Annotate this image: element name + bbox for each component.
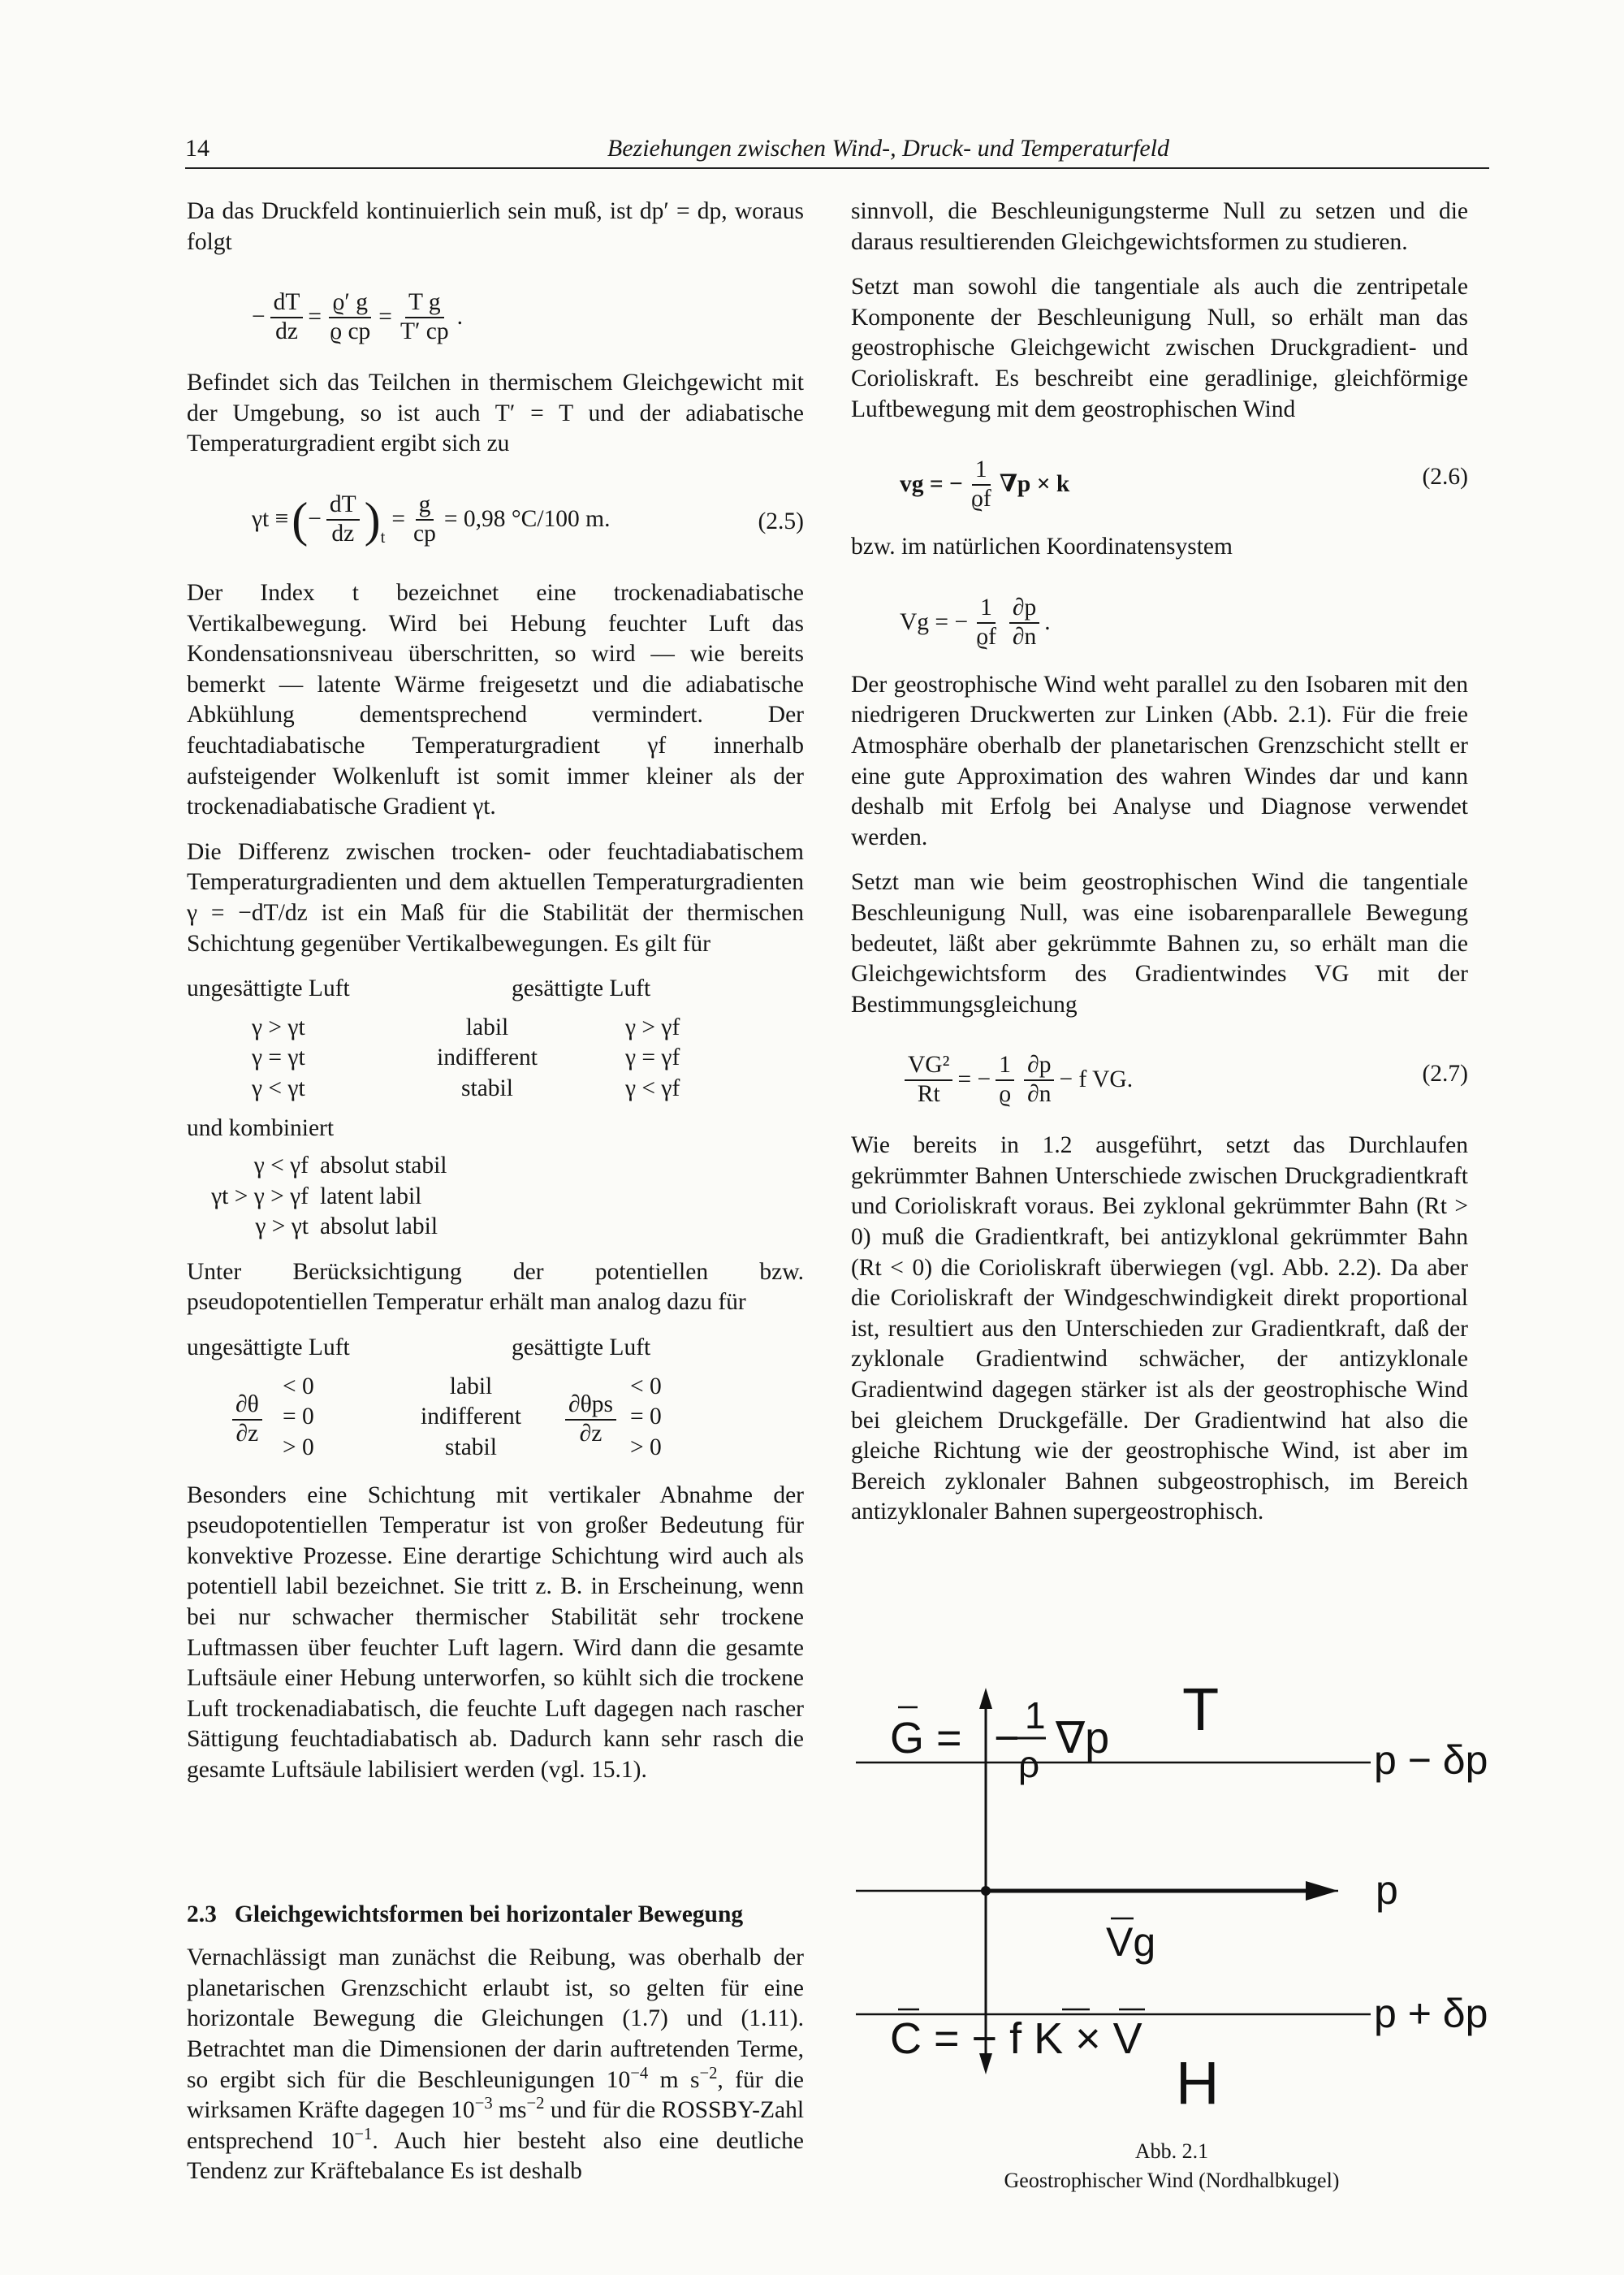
equation-dT-dz [187,272,804,353]
fraction: $\frac{dT}{dz}$ [326,491,360,548]
fraction: $\frac{1}{ϱ}$ [996,1052,1014,1109]
eq-term: = 0,98 °C/100 m. [443,506,611,533]
table-header: ungesättigte Luft gesättigte Luft [187,1334,651,1361]
fraction: $\frac{dT}{dz}$ [270,289,304,346]
pressure-gradient-arrowhead [979,1688,992,1709]
figure-caption-label: Abb. 2.1 [1134,2139,1209,2163]
paragraph: Der Index t bezeichnet eine trockenadiabatische Vertikalbewegung. Wird bei Hebung feuchter Luft das Kondensationsniveau überschritten, so wird — wie bereits bemerkt — latente Wärme freigesetzt und die adiabatische Abkühlung dementsprechend vermindert. Der feuchtadiabatische Temperaturgradient γf innerhalb aufsteigender Wolkenluft ist somit immer kleiner als der trockenadiabatische Gradient γt. [187,579,804,820]
list-item: γt > γ > γf latent labil [211,1183,422,1209]
table-cell: stabil [461,1075,513,1101]
pressure-gradient-force-formula [890,1694,1109,1785]
eq-term: γt ≡ [252,506,289,533]
isobar-label-bottom: p + δp [1374,1991,1488,2036]
table-cell: labil [465,1014,509,1040]
equation-2-5: γt ≡ ( − $\frac{dT}{dz}$ ) $_t$ = $\frac{g}{cp}$ = 0,98 °C/100 m. (2.5) [252,491,804,547]
paragraph: Die Differenz zwischen trocken- oder feuchtadiabatischem Temperaturgradienten und dem aktuellen Temperaturgradienten γ = −dT/dz ist ein Maß für die Stabilität der thermischen Schichtung gegenüber Vertikalbewegungen. Es gilt für [187,838,804,957]
svg-text:−: − [994,1714,1020,1762]
svg-text:∇p: ∇p [1056,1714,1110,1762]
paragraph: sinnvoll, die Beschleunigungsterme Null zu setzen und die daraus resultierenden Gleichgewichtsformen zu studieren. [851,198,1468,255]
list-item: γ < γf absolut stabil [253,1153,447,1179]
paragraph: Befindet sich das Teilchen in thermischem Gleichgewicht mit der Umgebung, so ist auch T′ = T und der adiabatische Temperaturgradient ergibt sich zu [187,370,804,457]
wind-arrowhead [1306,1881,1338,1901]
fraction: $\frac{\text{VG²}}{Rt}$ [905,1052,952,1109]
coriolis-force-formula [890,2009,1145,2063]
fraction: $\frac{\text{T g}}{T' cp}$ [400,289,449,345]
table-cell: γ = γf [625,1045,680,1071]
combined-stability-list [187,1151,804,1243]
fraction: $\frac{g}{cp}$ [413,491,436,547]
paragraph: Unter Berücksichtigung der potentiellen bzw. pseudopotentiellen Temperatur erhält man analog dazu für [187,1258,804,1316]
eq-term: ) [364,492,381,547]
fraction: $\frac{1}{ϱf}$ [976,594,996,650]
table-cell: γ > γt [252,1014,305,1040]
table-cell: γ > γf [625,1014,680,1040]
isobar-label-top: p − δp [1374,1737,1488,1783]
svg-text:Vg: Vg [1106,1919,1156,1965]
geostrophic-wind-label [1106,1918,1155,1965]
eq-term: = [391,506,406,533]
equation-2-7: $\frac{\text{VG²}}{Rt}$ = − $\frac{1}{ϱ}$ $\frac{\partial p}{\partial n}$ − f VG. (2.7) [851,1035,1468,1116]
eq-term: − [252,304,266,331]
table-header: ungesättigte Luft gesättigte Luft [187,975,651,1002]
eq-term: = [308,304,322,331]
paragraph: Wie bereits in 1.2 ausgeführt, setzt das Durchlaufen gekrümmter Bahnen Unterschiede zwischen Druckgradientkraft und Corioliskraft voraus. Bei zyklonal gekrümmter Bahn (Rt > 0) muß die Gradientkraft, bei antizyklonal gekrümmter Bahn (Rt < 0) die Corioliskraft überwiegen (vgl. Abb. 2.2). Da aber die Corioliskraft der Windgeschwindigkeit direkt proportional ist, resultiert aus den Unterschieden zur Gradientkraft, daß der zyklonale Gradientwind schwächer, der antizyklonale Gradientwind dagegen stärker ist als der geostrophische Wind bei gleichem Druckgefälle. Der Gradientwind hat also die gleiche Richtung wie der geostrophische Wind, ist aber im Bereich zyklonaler Bahnen subgeostrophisch, im Bereich antizyklonaler Bahnen supergeostrophisch. [851,1132,1468,1525]
potential-stability-table [187,1372,804,1469]
equation-number: (2.7) [1422,1061,1468,1088]
svg-text:ρ: ρ [1018,1743,1040,1785]
low-pressure-label: T [1182,1676,1220,1743]
list-item: γ > γt absolut labil [255,1213,438,1240]
fraction: ∂θps ∂z [565,1391,616,1448]
equation-number: (2.6) [1422,464,1468,491]
fraction: $\frac{\partial p}{\partial n}$ [1009,595,1039,651]
running-title: Beziehungen zwischen Wind-, Druck- und Temperaturfeld [607,135,1169,162]
table-col: labil indifferent stabil [421,1373,521,1460]
table-cell: γ < γf [625,1075,680,1101]
eq-term: ( [292,492,309,547]
right-column [851,197,1468,1542]
eq-term: = [378,304,392,331]
left-column [187,197,804,2202]
equation-number: (2.5) [758,508,804,534]
table-cell: indifferent [437,1045,538,1071]
figure-geostrophic-wind [851,1673,1492,2193]
paragraph: bzw. im natürlichen Koordinatensystem [851,534,1233,560]
svg-text:1: 1 [1025,1694,1046,1737]
stability-table [187,1013,804,1105]
section-heading: 2.3 Gleichgewichtsformen bei horizontaler Bewegung [187,1901,744,1927]
paragraph: Vernachlässigt man zunächst die Reibung, was oberhalb der planetarischen Grenzschicht erlaubt ist, so gelten für eine horizontale Bewegung die Gleichungen (1.7) und (1.11). Betrachtet man die Dimensionen der darin auftretenden Terme, so ergibt sich für die Beschleunigungen $10^{-4}$ m $s^{-2}$, für die wirksamen Kräfte dagegen $10^{-3}$ $ms^{-2}$ und für die ROSSBY-Zahl entsprechend $10^{-1}$. Auch hier besteht also eine deutliche Tendenz zur Kräftebalance Es ist deshalb [187,1944,805,2185]
svg-text:G =: G = [890,1714,962,1762]
paragraph: Setzt man wie beim geostrophischen Wind die tangentiale Beschleunigung Null, was eine isobarenparallele Bewegung bedeutet, läßt aber gekrümmte Bahnen zu, so erhält man die Gleichgewichtsform des Gradientwindes VG mit der Bestimmungsgleichung [851,869,1468,1018]
equation-2-6: vg = − $\frac{1}{ϱf}$ ∇p × k (2.6) [900,456,1468,513]
table-col: < 0 = 0 > 0 [630,1373,662,1460]
high-pressure-label: H [1176,2049,1220,2117]
figure-caption-text: Geostrophischer Wind (Nordhalbkugel) [1004,2169,1340,2192]
table-cell: γ < γt [252,1075,305,1101]
fraction: $\frac{ϱ' g}{\text{ϱ cp}}$ [330,289,371,345]
eq-term: − [308,506,322,533]
fraction: $\frac{\partial\theta}{\partial z}$ [232,1391,262,1448]
fraction: $\frac{1}{ϱf}$ [970,456,991,513]
table-cell: γ = γt [252,1045,305,1071]
page-number: 14 [185,135,209,162]
svg-text:C = − f K × V: C = − f K × V [890,2014,1142,2063]
isobar-label-middle: p [1376,1867,1398,1913]
paragraph: Der geostrophische Wind weht parallel zu den Isobaren mit den niedrigeren Druckwerten zur Linken (Abb. 2.1). Für die freie Atmosphäre oberhalb der planetarischen Grenzschicht stellt er eine gute Approximation des wahren Windes dar und kann deshalb mit Erfolg bei Analyse und Diagnose verwendet werden. [851,671,1468,850]
eq-term: . [456,304,464,331]
equation-natural-coords: Vg = − $\frac{1}{ϱf}$ $\frac{\partial p}{\partial n}$ . [900,594,1051,650]
paragraph: Besonders eine Schichtung mit vertikaler Abnahme der pseudopotentiellen Temperatur ist von großer Bedeutung für konvektive Prozesse. Eine derartige Schichtung wird auch als potentiell labil bezeichnet. Sie tritt z. B. in Erscheinung, wenn bei nur schwacher thermischer Stabilität sehr trockene Luftmassen über feuchter Luft lagern. Wird dann die gesamte Luftsäule einer Hebung unterworfen, so kühlt sich die trockene Luft trockenadiabatisch, die feuchte Luft dagegen nach rascher Sättigung feuchtadiabatisch ab. Dadurch kann sehr rasch die gesamte Luftsäule labilisiert werden (vgl. 15.1). [187,1481,804,1783]
und-kombiniert: und kombiniert [187,1115,335,1142]
paragraph: Da das Druckfeld kontinuierlich sein muß, ist dp′ = dp, woraus folgt [187,198,804,255]
fraction: $\frac{\partial p}{\partial n}$ [1024,1052,1054,1109]
table-col: < 0 = 0 > 0 [283,1373,314,1460]
paragraph: Setzt man sowohl die tangentiale als auch die zentripetale Komponente der Beschleunigung Null, so erhält man das geostrophische Gleichgewicht zwischen Druckgradient- und Corioliskraft. Es beschreibt eine geradlinige, gleichförmige Luftbewegung mit dem geostrophischen Wind [851,274,1468,422]
header-rule [185,167,1489,169]
